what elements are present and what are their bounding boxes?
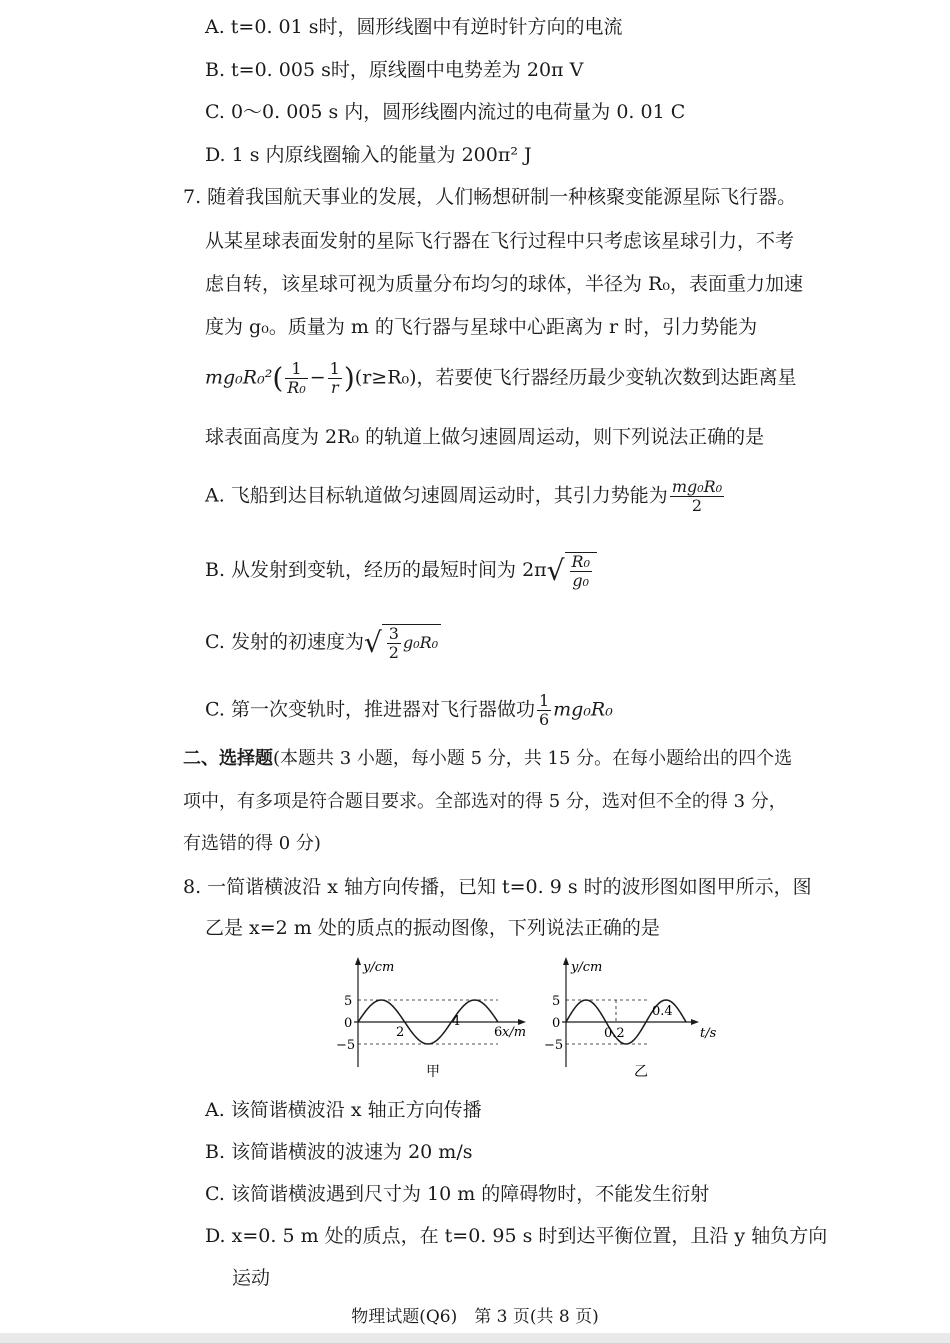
- jia-y-tick-neg5: −5: [336, 1038, 356, 1053]
- section2-title: 二、选择题: [183, 748, 273, 769]
- q7-frac-1-over-r: $\frac{1}{r}$: [329, 359, 340, 397]
- q7-option-d: C. 第一次变轨时，推进器对飞行器做功 $\frac{1}{6}$ mg₀R₀: [205, 691, 613, 729]
- q6-option-d: D. 1 s 内原线圈输入的能量为 200π² J: [205, 144, 532, 166]
- q6-option-b: B. t=0. 005 s时，原线圈中电势差为 20π V: [205, 59, 584, 81]
- yi-t-tick-0-2: 0.2: [604, 1026, 625, 1041]
- q8-option-d-line2: 运动: [232, 1267, 271, 1289]
- jia-y-tick-5: 5: [344, 994, 353, 1009]
- q7-stem-line5-rest: (r≥R₀)，若要使飞行器经历最少变轨次数到达距离星: [354, 366, 797, 389]
- q7-option-b-sqrt: √ $\frac{\text{R₀}}{\text{g₀}}$: [547, 552, 597, 590]
- q8-option-b: B. 该简谐横波的波速为 20 m/s: [205, 1141, 473, 1163]
- q7-option-d-fraction: $\frac{1}{6}$: [538, 691, 550, 729]
- yi-y-tick-neg5: −5: [544, 1038, 564, 1053]
- page-footer: 物理试题(Q6) 第 3 页(共 8 页): [351, 1307, 599, 1327]
- figure-jia-waveform: [330, 955, 540, 1085]
- figure-yi-vibration: [538, 955, 738, 1085]
- q7-option-a: A. 飞船到达目标轨道做匀速圆周运动时，其引力势能为 $\frac{\text{mg₀R₀}}{2}$: [205, 477, 723, 515]
- q6-option-c: C. 0～0. 005 s 内，圆形线圈内流过的电荷量为 0. 01 C: [205, 101, 686, 123]
- yi-y-tick-0: 0: [552, 1016, 561, 1031]
- q7-stem-line6: 球表面高度为 2R₀ 的轨道上做匀速圆周运动，则下列说法正确的是: [205, 426, 765, 448]
- q7-stem-line1: 7. 随着我国航天事业的发展，人们畅想研制一种核聚变能源星际飞行器。: [183, 186, 797, 208]
- q7-option-c: C. 发射的初速度为√ $\frac{3}{2}$ g₀R₀: [205, 624, 441, 662]
- q7-option-b: B. 从发射到变轨，经历的最短时间为 2π√ $\frac{\text{R₀}}{\text{g₀}}$: [205, 552, 597, 590]
- section2-line1: 二、选择题(本题共 3 小题，每小题 5 分，共 15 分。在每小题给出的四个选: [183, 748, 793, 769]
- jia-x-tick-2: 2: [396, 1025, 405, 1040]
- yi-caption: 乙: [634, 1064, 648, 1080]
- yi-y-label: y/cm: [571, 960, 603, 975]
- yi-t-arrow: [691, 1019, 699, 1025]
- q7-frac-1-over-r0: $\frac{1}{\text{R₀}}$: [287, 359, 306, 397]
- q7-stem-line3: 虑自转，该星球可视为质量分布均匀的球体，半径为 R₀，表面重力加速: [205, 273, 803, 295]
- jia-y-label: y/cm: [363, 960, 395, 975]
- q7-option-a-fraction: $\frac{\text{mg₀R₀}}{2}$: [671, 477, 723, 515]
- q7-option-c-sqrt: √ $\frac{3}{2}$ g₀R₀: [364, 624, 441, 662]
- q8-option-a: A. 该简谐横波沿 x 轴正方向传播: [205, 1099, 482, 1121]
- jia-y-arrow: [355, 957, 361, 965]
- jia-x-tick-4: 4: [452, 1014, 461, 1029]
- q7-stem-line2: 从某星球表面发射的星际飞行器在飞行过程中只考虑该星球引力，不考: [205, 230, 795, 252]
- q7-potential-prefix: mg₀R₀²: [205, 366, 273, 389]
- section2-line3: 有选错的得 0 分): [183, 833, 321, 854]
- yi-y-arrow: [563, 957, 569, 965]
- section2-line2: 项中，有多项是符合题目要求。全部选对的得 5 分，选对但不全的得 3 分，: [183, 791, 787, 812]
- yi-t-tick-0-4: 0.4: [652, 1004, 673, 1019]
- q8-option-d-line1: D. x=0. 5 m 处的质点，在 t=0. 95 s 时到达平衡位置，且沿 y 轴负方向: [205, 1225, 828, 1247]
- jia-x-label: x/m: [502, 1025, 527, 1040]
- q6-option-a: A. t=0. 01 s时，圆形线圈中有逆时针方向的电流: [205, 16, 623, 38]
- q7-stem-line5: mg₀R₀²( $\frac{1}{\text{R₀}}$ − $\frac{1}{r}$ )(r≥R₀)，若要使飞行器经历最少变轨次数到达距离星: [205, 359, 797, 397]
- q8-stem-line2: 乙是 x=2 m 处的质点的振动图像，下列说法正确的是: [205, 917, 660, 939]
- yi-y-tick-5: 5: [552, 994, 561, 1009]
- q8-stem-line1: 8. 一简谐横波沿 x 轴方向传播，已知 t=0. 9 s 时的波形图如图甲所示，图: [183, 876, 812, 898]
- jia-caption: 甲: [426, 1064, 440, 1080]
- q7-stem-line4: 度为 g₀。质量为 m 的飞行器与星球中心距离为 r 时，引力势能为: [205, 316, 758, 338]
- bottom-scan-edge: [0, 1333, 950, 1343]
- yi-t-label: t/s: [700, 1026, 717, 1041]
- jia-y-tick-0: 0: [344, 1016, 353, 1031]
- q8-option-c: C. 该简谐横波遇到尺寸为 10 m 的障碍物时，不能发生衍射: [205, 1183, 710, 1205]
- jia-x-tick-6: 6: [494, 1025, 503, 1040]
